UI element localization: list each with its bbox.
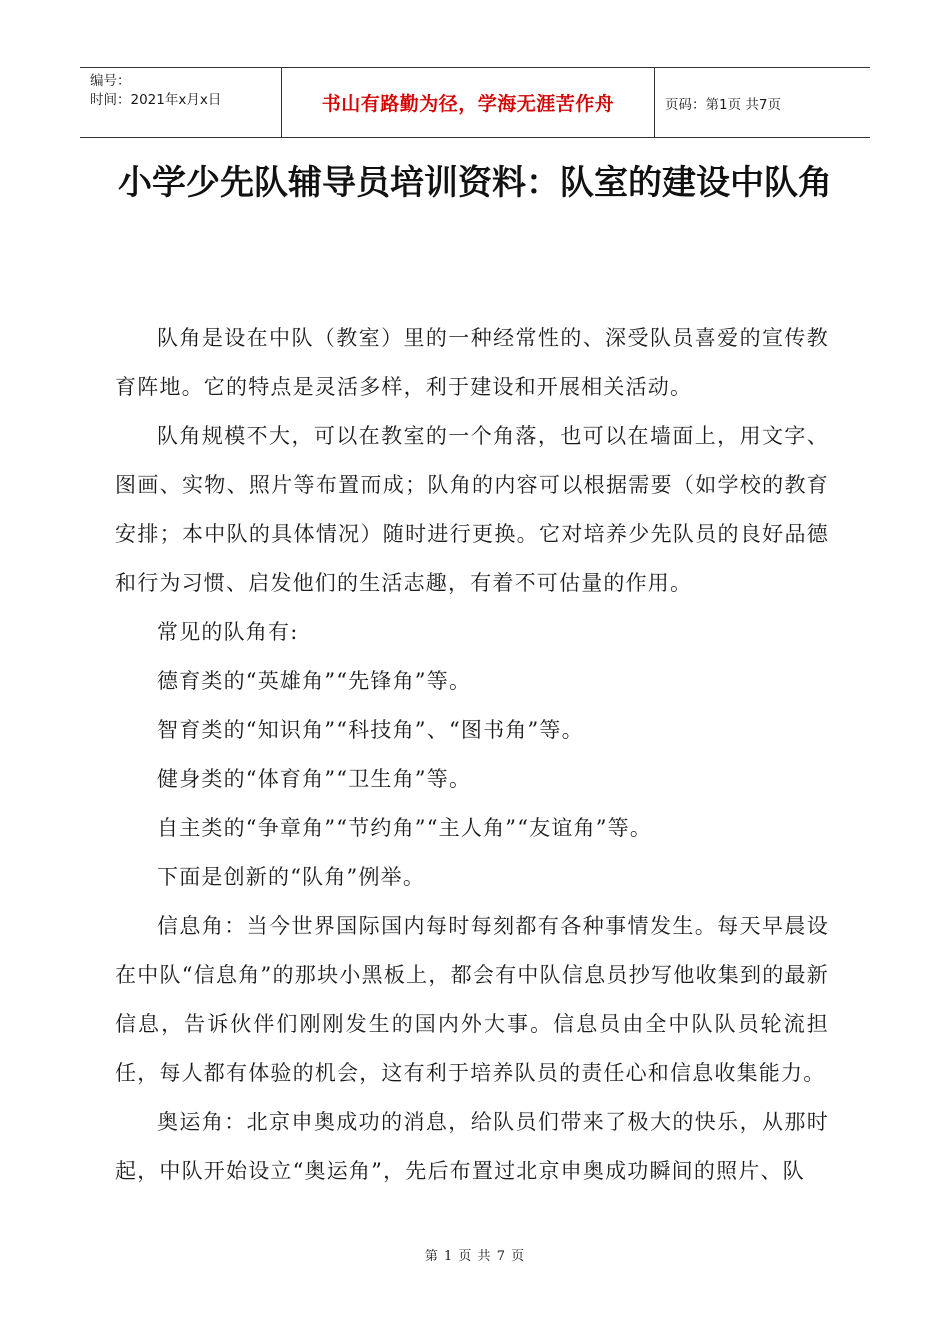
document-body — [115, 314, 829, 1196]
paragraph: 奥运角：北京申奥成功的消息，给队员们带来了极大的快乐，从那时起，中队开始设立“奥运角”，先后布置过北京申奥成功瞬间的照片、队 — [115, 1110, 829, 1183]
header-info-cell — [80, 68, 282, 137]
header-table — [80, 67, 870, 138]
paragraph: 自主类的“争章角”“节约角”“主人角”“友谊角”等。 — [157, 816, 653, 840]
page-footer: 第 1 页 共 7 页 — [424, 1249, 526, 1264]
paragraph: 信息角：当今世界国际国内每时每刻都有各种事情发生。每天早晨设在中队“信息角”的那块小黑板上，都会有中队信息员抄写他收集到的最新信息，告诉伙伴们刚刚发生的国内外大事。信息员由全中队队员轮流担任，每人都有体验的机会，这有利于培养队员的责任心和信息收集能力。 — [115, 914, 829, 1085]
header-page-info: 页码：第1页 共7页 — [665, 96, 781, 113]
paragraph: 队角是设在中队（教室）里的一种经常性的、深受队员喜爱的宣传教育阵地。它的特点是灵活多样，利于建设和开展相关活动。 — [115, 326, 829, 399]
paragraph: 健身类的“体育角”“卫生角”等。 — [157, 767, 472, 791]
paragraph: 常见的队角有: — [157, 620, 299, 644]
paragraph: 下面是创新的“队角”例举。 — [157, 865, 426, 889]
paragraph: 智育类的“知识角”“科技角”、“图书角”等。 — [157, 718, 584, 742]
paragraph: 队角规模不大，可以在教室的一个角落，也可以在墙面上，用文字、图画、实物、照片等布置而成；队角的内容可以根据需要（如学校的教育安排；本中队的具体情况）随时进行更换。它对培养少先队员的良好品德和行为习惯、启发他们的生活志趣，有着不可估量的作用。 — [115, 424, 829, 595]
document-title: 小学少先队辅导员培训资料：队室的建设中队角 — [118, 163, 832, 203]
paragraph: 德育类的“英雄角”“先锋角”等。 — [157, 669, 472, 693]
document-time-label: 时间：2021年x月x日 — [90, 92, 222, 108]
document-number-label: 编号： — [90, 73, 131, 89]
header-motto: 书山有路勤为径，学海无涯苦作舟 — [282, 68, 655, 137]
